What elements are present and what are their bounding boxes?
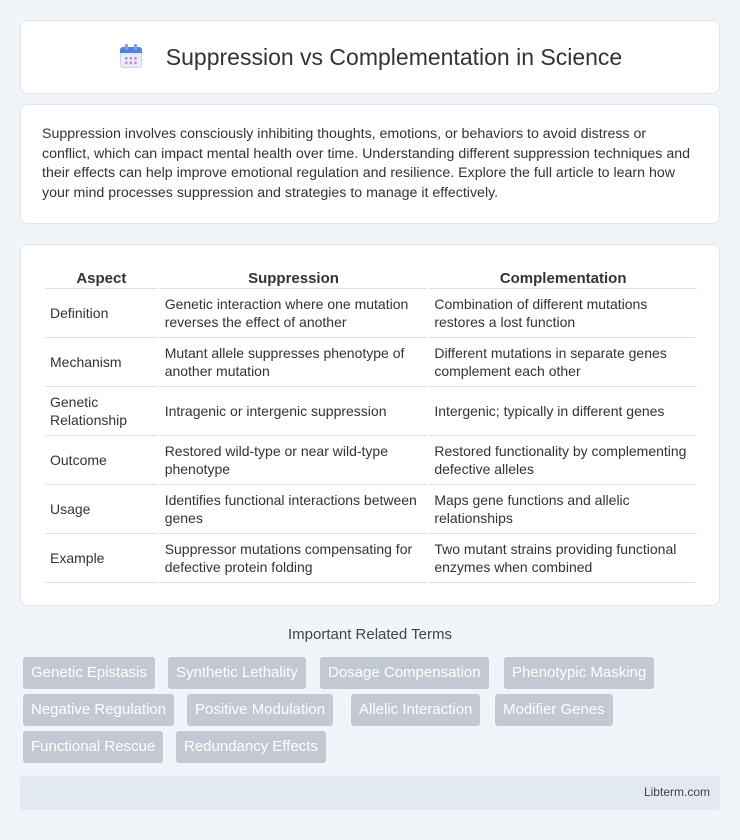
tag-synthetic-lethality[interactable]: Synthetic Lethality bbox=[168, 657, 306, 689]
row-aspect: Example bbox=[45, 534, 158, 583]
row-aspect: Mechanism bbox=[45, 338, 158, 387]
tag-dosage-compensation[interactable]: Dosage Compensation bbox=[320, 657, 489, 689]
related-terms-title: Important Related Terms bbox=[288, 626, 452, 643]
row-complementation: Intergenic; typically in different genes bbox=[429, 387, 697, 436]
table-row bbox=[45, 338, 697, 387]
tag-functional-rescue[interactable]: Functional Rescue bbox=[23, 731, 163, 763]
row-suppression: Mutant allele suppresses phenotype of another mutation bbox=[160, 338, 428, 387]
row-complementation: Maps gene functions and allelic relationships bbox=[429, 485, 697, 534]
row-suppression: Identifies functional interactions between genes bbox=[160, 485, 428, 534]
comparison-card bbox=[20, 244, 720, 606]
comparison-table bbox=[43, 267, 699, 583]
row-complementation: Restored functionality by complementing defective alleles bbox=[429, 436, 697, 485]
row-aspect: Usage bbox=[45, 485, 158, 534]
row-suppression: Intragenic or intergenic suppression bbox=[160, 387, 428, 436]
table-row bbox=[45, 534, 697, 583]
row-aspect: Outcome bbox=[45, 436, 158, 485]
row-suppression: Restored wild-type or near wild-type phenotype bbox=[160, 436, 428, 485]
table-row bbox=[45, 485, 697, 534]
header-complementation: Complementation bbox=[429, 267, 697, 289]
table-header-row bbox=[45, 267, 697, 289]
row-aspect: Genetic Relationship bbox=[45, 387, 158, 436]
page-title: Suppression vs Complementation in Science bbox=[165, 43, 623, 70]
header-card bbox=[20, 20, 720, 94]
tag-genetic-epistasis[interactable]: Genetic Epistasis bbox=[23, 657, 155, 689]
footer bbox=[20, 776, 720, 810]
row-complementation: Different mutations in separate genes complement each other bbox=[429, 338, 697, 387]
tag-phenotypic-masking[interactable]: Phenotypic Masking bbox=[504, 657, 654, 689]
row-suppression: Suppressor mutations compensating for defective protein folding bbox=[160, 534, 428, 583]
tag-positive-modulation[interactable]: Positive Modulation bbox=[187, 694, 333, 726]
row-complementation: Two mutant strains providing functional enzymes when combined bbox=[429, 534, 697, 583]
header-suppression: Suppression bbox=[160, 267, 428, 289]
table-row bbox=[45, 436, 697, 485]
row-aspect: Definition bbox=[45, 289, 158, 338]
intro-text: Suppression involves consciously inhibiting thoughts, emotions, or behaviors to avoid distress or conflict, which can impact mental health over time. Understanding different suppression techniques and their effects can help improve emotional regulation and resilience. Explore the full article to learn how your mind processes suppression and strategies to manage it effectively. bbox=[42, 126, 690, 201]
table-row bbox=[45, 289, 697, 338]
header-aspect: Aspect bbox=[45, 267, 158, 289]
row-complementation: Combination of different mutations restores a lost function bbox=[429, 289, 697, 338]
tag-modifier-genes[interactable]: Modifier Genes bbox=[495, 694, 613, 726]
footer-site-link[interactable]: Libterm.com bbox=[643, 785, 710, 799]
intro-card bbox=[20, 104, 720, 224]
tag-negative-regulation[interactable]: Negative Regulation bbox=[23, 694, 174, 726]
table-row bbox=[45, 387, 697, 436]
tag-redundancy-effects[interactable]: Redundancy Effects bbox=[176, 731, 326, 763]
calendar-icon bbox=[118, 44, 144, 70]
row-suppression: Genetic interaction where one mutation reverses the effect of another bbox=[160, 289, 428, 338]
tag-allelic-interaction[interactable]: Allelic Interaction bbox=[351, 694, 480, 726]
